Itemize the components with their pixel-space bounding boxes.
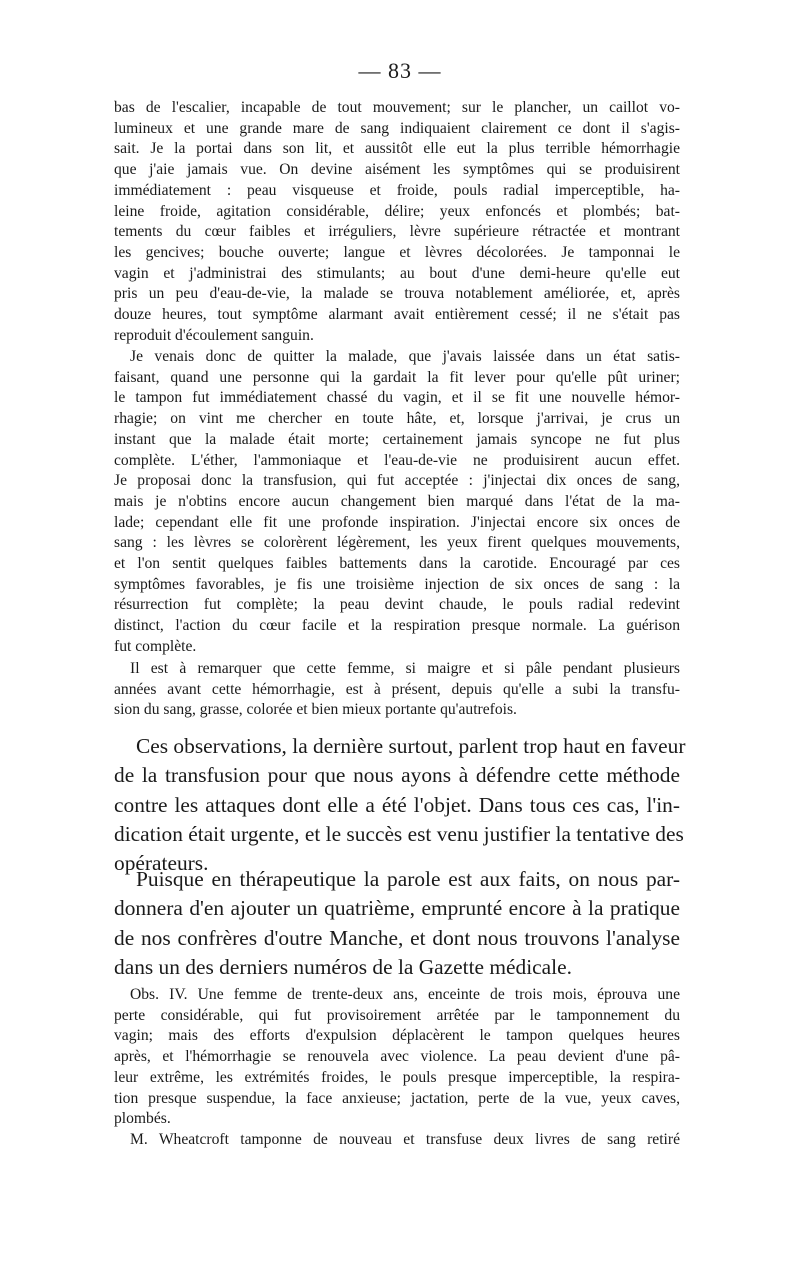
text-line: le tampon fut immédiatement chassé du vagin, et il se fit une nouvelle hémor- (114, 389, 680, 407)
text-line: dication était urgente, et le succès est venu justifier la tentative des (114, 821, 684, 846)
text-line: après, et l'hémorrhagie se renouvela avec violence. La peau devient d'une pâ- (114, 1048, 680, 1066)
text-line: vagin; mais des efforts d'expulsion déplacèrent le tampon quelques heures (114, 1027, 680, 1045)
text-line: dans un des derniers numéros de la Gazette médicale. (114, 954, 572, 979)
text-line: Je venais donc de quitter la malade, que j'avais laissée dans un état satis- (130, 348, 680, 365)
paragraph-7 (114, 1130, 680, 1151)
text-line: distinct, l'action du cœur facile et la respiration presque normale. La guérison (114, 617, 680, 635)
text-line: que j'aie jamais vue. On devine aisément les symptômes qui se produisirent (114, 161, 680, 179)
paragraph-5 (114, 865, 680, 982)
text-line: tion presque suspendue, la face anxieuse; jactation, perte de la vue, yeux caves, (114, 1089, 680, 1107)
text-line: opérateurs. (114, 851, 209, 876)
text-line: bas de l'escalier, incapable de tout mouvement; sur le plancher, un caillot vo- (114, 99, 680, 116)
text-line: complète. L'éther, l'ammoniaque et l'eau-de-vie ne produisirent aucun effet. (114, 451, 680, 469)
text-line: leur extrême, les extrémités froides, le pouls presque imperceptible, la respira- (114, 1068, 680, 1086)
text-line: rhagie; on vint me chercher en toute hâte, et, lorsque j'arrivai, je crus un (114, 410, 680, 428)
text-line: fut complète. (114, 637, 197, 655)
text-line: de nos confrères d'outre Manche, et dont nous trouvons l'analyse (114, 925, 680, 950)
text-line: symptômes favorables, je fis une troisième injection de six onces de sang : la (114, 575, 680, 593)
text-line: douze heures, tout symptôme alarmant avait entièrement cessé; il ne s'était pas (114, 306, 680, 324)
text-line: Il est à remarquer que cette femme, si maigre et si pâle pendant plusieurs (130, 660, 680, 677)
paragraph-4 (114, 732, 686, 878)
text-line: années avant cette hémorrhagie, est à présent, depuis qu'elle a subi la transfu- (114, 680, 680, 698)
text-line: Je proposai donc la transfusion, qui fut acceptée : j'injectai dix onces de sang, (114, 472, 680, 490)
text-line: reproduit d'écoulement sanguin. (114, 326, 314, 344)
text-line: lumineux et une grande mare de sang indiquaient clairement ce dont il s'agis- (114, 119, 680, 137)
text-line: de la transfusion pour que nous ayons à défendre cette méthode (114, 763, 680, 788)
text-line: les gencives; bouche ouverte; langue et lèvres décolorées. Je tamponnai le (114, 243, 680, 261)
text-line: lade; cependant elle fit une profonde inspiration. J'injectai encore six onces de (114, 513, 680, 531)
text-line: immédiatement : peau visqueuse et froide, pouls radial imperceptible, ha- (114, 181, 680, 199)
text-line: et l'on sentit quelques faibles battements dans la carotide. Encouragé par ces (114, 555, 680, 573)
text-line: donnera d'en ajouter un quatrième, emprunté encore à la pratique (114, 896, 680, 921)
text-line: pris un peu d'eau-de-vie, la malade se trouva notablement améliorée, et, après (114, 285, 680, 303)
text-line: faisant, quand une personne qui la gardait la fit lever pour qu'elle pût uriner; (114, 368, 680, 386)
text-line: plombés. (114, 1110, 171, 1128)
paragraph-3 (114, 659, 680, 721)
text-line: Puisque en thérapeutique la parole est aux faits, on nous par- (136, 867, 680, 891)
text-line: instant que la malade était morte; certainement jamais syncope ne fut plus (114, 430, 680, 448)
text-line: perte considérable, qui fut provisoirement arrêtée par le tamponnement du (114, 1006, 680, 1024)
paragraph-1 (114, 98, 680, 346)
text-line: vagin et j'administrai des stimulants; au bout d'une demi-heure qu'elle eut (114, 264, 680, 282)
text-line: leine froide, agitation considérable, délire; yeux enfoncés et plombés; bat- (114, 202, 680, 220)
text-line: sion du sang, grasse, colorée et bien mieux portante qu'autrefois. (114, 701, 517, 719)
text-line: contre les attaques dont elle a été l'objet. Dans tous ces cas, l'in- (114, 792, 680, 817)
text-line: Obs. IV. Une femme de trente-deux ans, enceinte de trois mois, éprouva une (130, 986, 680, 1003)
text-line: sait. Je la portai dans son lit, et aussitôt elle eut la plus terrible hémorrhagie (114, 140, 680, 158)
text-line: tements du cœur faibles et irréguliers, lèvre supérieure rétractée et montrant (114, 223, 680, 241)
text-line: M. Wheatcroft tamponne de nouveau et transfuse deux livres de sang retiré (130, 1131, 680, 1148)
text-line: sang : les lèvres se colorèrent légèrement, les yeux firent quelques mouvements, (114, 534, 680, 552)
page-number: — 83 — (358, 58, 442, 83)
text-line: Ces observations, la dernière surtout, parlent trop haut en faveur (136, 734, 686, 758)
text-line: mais je n'obtins encore aucun changement bien marqué dans l'état de la ma- (114, 492, 680, 510)
paragraph-observation-iv (114, 985, 680, 1130)
paragraph-2 (114, 347, 680, 658)
text-line: résurrection fut complète; la peau devint chaude, le pouls radial redevint (114, 596, 680, 614)
